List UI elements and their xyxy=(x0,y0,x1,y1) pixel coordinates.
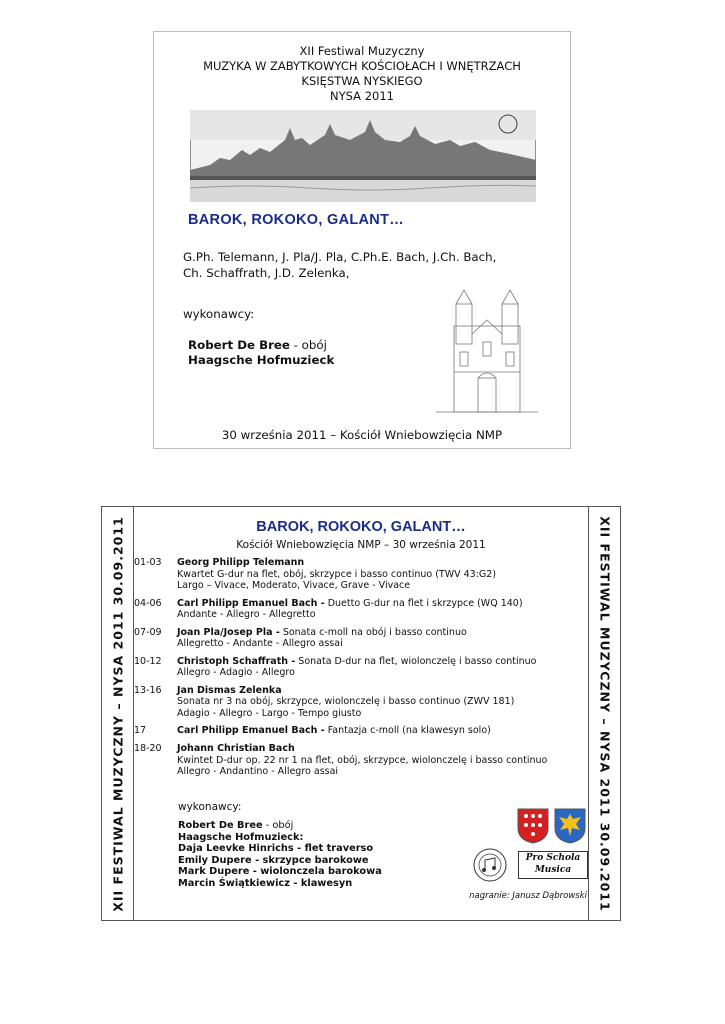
performer-line: Marcin Świątkiewicz - klawesyn xyxy=(178,877,353,889)
performer-role: - obój xyxy=(289,338,327,352)
performers-label: wykonawcy: xyxy=(178,801,242,813)
round-seal-logo xyxy=(472,848,508,882)
performers-label: wykonawcy: xyxy=(183,307,255,321)
header-line: NYSA 2011 xyxy=(330,89,394,103)
composer-name: Jan Dismas Zelenka xyxy=(177,684,282,696)
header-line: KSIĘSTWA NYSKIEGO xyxy=(301,74,423,88)
program-item xyxy=(134,557,564,592)
program-card xyxy=(101,506,621,921)
performers-list xyxy=(188,338,334,368)
work-line: Adagio - Allegro - Largo - Tempo giusto xyxy=(177,707,362,719)
work-title: Fantazja c-moll (na klawesyn solo) xyxy=(324,725,491,736)
item-number: 13-16 xyxy=(134,684,162,696)
program-subtitle: Kościół Wniebowzięcia NMP – 30 września 2011 xyxy=(236,539,486,551)
item-number: 17 xyxy=(134,725,147,736)
work-line: Allegro - Adagio - Allegro xyxy=(177,667,295,678)
program-title: BAROK, ROKOKO, GALANT… xyxy=(256,519,466,535)
program-item xyxy=(134,627,564,650)
work-line: Andante - Allegro - Allegretto xyxy=(177,609,316,620)
performer-role: - obój xyxy=(262,820,294,831)
item-number: 07-09 xyxy=(134,626,162,638)
performer-line xyxy=(178,820,382,832)
composers-line: Ch. Schaffrath, J.D. Zelenka, xyxy=(183,266,350,280)
concert-poster-card xyxy=(153,31,571,449)
header-line: MUZYKA W ZABYTKOWYCH KOŚCIOŁACH I WNĘTRZACH xyxy=(203,59,521,73)
program-item xyxy=(134,598,564,621)
composer-name: Georg Philipp Telemann xyxy=(177,557,305,568)
program-item xyxy=(134,743,564,778)
pro-schola-musica-logo xyxy=(518,851,588,879)
composers-list xyxy=(183,249,543,281)
work-title: Sonata D-dur na flet, wiolonczelę i basso continuo xyxy=(295,655,537,667)
performer-line: Emily Dupere - skrzypce barokowe xyxy=(178,854,369,866)
blue-eagle-crest-icon xyxy=(554,808,586,844)
performer-name: Robert De Bree xyxy=(178,820,263,831)
performer-line: Mark Dupere - wiolonczela barokowa xyxy=(178,866,382,877)
performer-line: Daja Leevke Hinrichs - flet traverso xyxy=(178,843,374,854)
performers-list xyxy=(178,820,382,889)
program-item xyxy=(134,656,564,679)
recording-credit: nagranie: Janusz Dąbrowski xyxy=(469,891,587,901)
composers-line: G.Ph. Telemann, J. Pla/J. Pla, C.Ph.E. Bach, J.Ch. Bach, xyxy=(183,250,497,264)
side-strip-left xyxy=(102,507,134,920)
composer-name: Carl Philipp Emanuel Bach - xyxy=(177,725,325,736)
program-item xyxy=(134,685,564,720)
item-number: 04-06 xyxy=(134,597,162,609)
work-line: Kwartet G-dur na flet, obój, skrzypce i basso continuo (TWV 43:G2) xyxy=(177,568,497,580)
performer-line xyxy=(188,353,334,368)
nysa-panorama-engraving xyxy=(190,110,536,202)
header-line: XII Festiwal Muzyczny xyxy=(299,44,425,58)
composer-name: Johann Christian Bach xyxy=(177,743,295,754)
work-line: Kwintet D-dur op. 22 nr 1 na flet, obój, skrzypce, wiolonczelę i basso continuo xyxy=(177,754,548,766)
item-number: 10-12 xyxy=(134,655,162,667)
work-title: Duetto G-dur na flet i skrzypce (WQ 140) xyxy=(324,597,523,609)
performer-line xyxy=(188,338,334,353)
church-sketch xyxy=(436,286,538,416)
composer-name: Joan Pla/Josep Pla - xyxy=(177,626,280,638)
program-item xyxy=(134,725,564,737)
work-line: Sonata nr 3 na obój, skrzypce, wiolonczelę i basso continuo (ZWV 181) xyxy=(177,696,515,707)
side-label: XII FESTIWAL MUZYCZNY – NYSA 2011 30.09.2011 xyxy=(597,515,612,912)
performer-line: Haagsche Hofmuzieck: xyxy=(178,831,304,843)
side-label: XII FESTIWAL MUZYCZNY – NYSA 2011 30.09.2011 xyxy=(110,515,125,912)
work-line: Largo – Vivace, Moderato, Vivace, Grave - Vivace xyxy=(177,580,411,591)
side-strip-right xyxy=(588,507,620,920)
red-crest-icon xyxy=(517,808,549,844)
work-line: Allegretto - Andante - Allegro assai xyxy=(177,638,343,649)
concert-date-venue: 30 września 2011 – Kościół Wniebowzięcia NMP xyxy=(221,428,503,442)
item-number: 18-20 xyxy=(134,743,162,754)
performer-name: Haagsche Hofmuzieck xyxy=(188,353,335,367)
performer-name: Robert De Bree xyxy=(188,338,290,352)
program-list xyxy=(134,557,564,784)
composer-name: Christoph Schaffrath - xyxy=(177,655,296,667)
composer-name: Carl Philipp Emanuel Bach - xyxy=(177,597,325,609)
logo-text: Pro Schola Musica xyxy=(525,853,581,875)
festival-header xyxy=(154,44,570,104)
concert-title: BAROK, ROKOKO, GALANT… xyxy=(188,212,405,228)
item-number: 01-03 xyxy=(134,557,162,568)
work-line: Allegro - Andantino - Allegro assai xyxy=(177,766,339,777)
work-title: Sonata c-moll na obój i basso continuo xyxy=(279,626,467,638)
